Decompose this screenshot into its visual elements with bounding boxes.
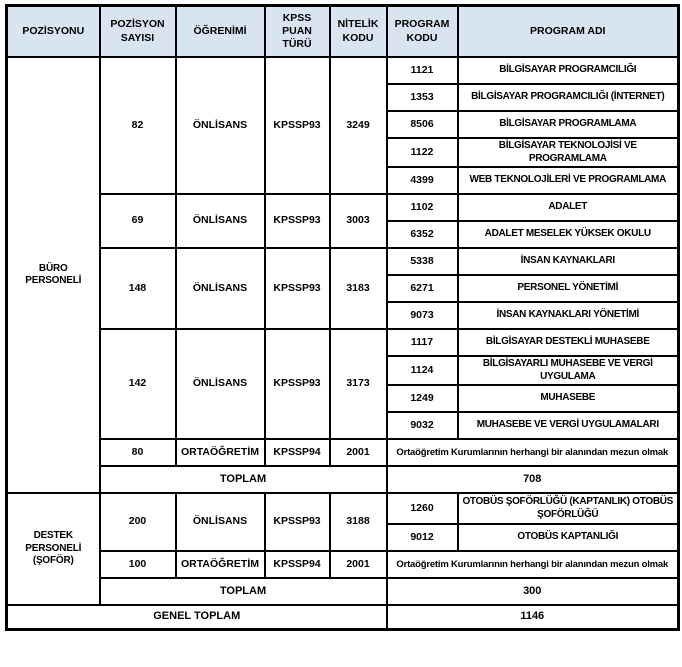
program-name-cell: BİLGİSAYAR PROGRAMCILIĞI xyxy=(458,57,679,84)
nitelik-code-cell: 2001 xyxy=(330,439,387,466)
col-header-ogrenimi: ÖĞRENİMİ xyxy=(176,6,265,58)
total-value-cell: 300 xyxy=(387,578,679,605)
program-code-cell: 9073 xyxy=(387,302,458,329)
education-cell: ÖNLİSANS xyxy=(176,194,265,248)
education-cell: ÖNLİSANS xyxy=(176,248,265,329)
program-code-cell: 9012 xyxy=(387,524,458,551)
table-row xyxy=(7,194,679,221)
program-code-cell: 1121 xyxy=(387,57,458,84)
program-name-cell: BİLGİSAYARLI MUHASEBE VE VERGİ UYGULAMA xyxy=(458,356,679,385)
kpss-type-cell: KPSSP93 xyxy=(265,329,330,439)
table-row xyxy=(7,329,679,356)
program-code-cell: 8506 xyxy=(387,111,458,138)
grand-total-row xyxy=(7,605,679,629)
program-code-cell: 1102 xyxy=(387,194,458,221)
program-name-cell: MUHASEBE xyxy=(458,385,679,412)
kpss-type-cell: KPSSP94 xyxy=(265,439,330,466)
nitelik-code-cell: 3183 xyxy=(330,248,387,329)
table-row xyxy=(7,493,679,524)
count-cell: 142 xyxy=(100,329,176,439)
count-cell: 80 xyxy=(100,439,176,466)
program-name-cell: MUHASEBE VE VERGİ UYGULAMALARI xyxy=(458,412,679,439)
table-row xyxy=(7,439,679,466)
total-label-cell: TOPLAM xyxy=(100,578,387,605)
program-name-cell: OTOBÜS KAPTANLIĞI xyxy=(458,524,679,551)
col-header-program-adi: PROGRAM ADI xyxy=(458,6,679,58)
education-cell: ORTAÖĞRETİM xyxy=(176,439,265,466)
program-name-cell: WEB TEKNOLOJİLERİ VE PROGRAMLAMA xyxy=(458,167,679,194)
nitelik-code-cell: 3173 xyxy=(330,329,387,439)
program-name-cell: İNSAN KAYNAKLARI xyxy=(458,248,679,275)
program-code-cell: 1122 xyxy=(387,138,458,167)
count-cell: 69 xyxy=(100,194,176,248)
education-cell: ÖNLİSANS xyxy=(176,493,265,551)
program-name-cell: PERSONEL YÖNETİMİ xyxy=(458,275,679,302)
nitelik-code-cell: 2001 xyxy=(330,551,387,578)
program-code-cell: 1260 xyxy=(387,493,458,524)
education-cell: ÖNLİSANS xyxy=(176,329,265,439)
education-cell: ORTAÖĞRETİM xyxy=(176,551,265,578)
program-name-cell: İNSAN KAYNAKLARI YÖNETİMİ xyxy=(458,302,679,329)
program-code-cell: 4399 xyxy=(387,167,458,194)
kpss-type-cell: KPSSP93 xyxy=(265,248,330,329)
table-row xyxy=(7,57,679,84)
position-cell: DESTEK PERSONELİ (ŞOFÖR) xyxy=(7,493,100,605)
count-cell: 148 xyxy=(100,248,176,329)
program-name-cell: BİLGİSAYAR PROGRAMLAMA xyxy=(458,111,679,138)
nitelik-code-cell: 3003 xyxy=(330,194,387,248)
program-name-cell: BİLGİSAYAR TEKNOLOJİSİ VE PROGRAMLAMA xyxy=(458,138,679,167)
note-cell: Ortaöğretim Kurumlarının herhangi bir alanından mezun olmak xyxy=(387,439,679,466)
positions-table xyxy=(5,4,680,631)
education-cell: ÖNLİSANS xyxy=(176,57,265,194)
position-cell: BÜRO PERSONELİ xyxy=(7,57,100,493)
program-code-cell: 9032 xyxy=(387,412,458,439)
kpss-type-cell: KPSSP94 xyxy=(265,551,330,578)
program-code-cell: 1124 xyxy=(387,356,458,385)
count-cell: 100 xyxy=(100,551,176,578)
grand-total-value-cell: 1146 xyxy=(387,605,679,629)
section-total-row xyxy=(7,466,679,493)
count-cell: 82 xyxy=(100,57,176,194)
nitelik-code-cell: 3188 xyxy=(330,493,387,551)
col-header-kpss-puan-turu: KPSS PUAN TÜRÜ xyxy=(265,6,330,58)
grand-total-label-cell: GENEL TOPLAM xyxy=(7,605,387,629)
kpss-type-cell: KPSSP93 xyxy=(265,493,330,551)
col-header-pozisyonu: POZİSYONU xyxy=(7,6,100,58)
program-name-cell: OTOBÜS ŞOFÖRLÜĞÜ (KAPTANLIK) OTOBÜS ŞOFÖRLÜĞÜ xyxy=(458,493,679,524)
total-value-cell: 708 xyxy=(387,466,679,493)
kpss-type-cell: KPSSP93 xyxy=(265,194,330,248)
program-name-cell: BİLGİSAYAR PROGRAMCILIĞI (İNTERNET) xyxy=(458,84,679,111)
table-row xyxy=(7,248,679,275)
program-name-cell: ADALET MESELEK YÜKSEK OKULU xyxy=(458,221,679,248)
program-code-cell: 5338 xyxy=(387,248,458,275)
nitelik-code-cell: 3249 xyxy=(330,57,387,194)
note-cell: Ortaöğretim Kurumlarının herhangi bir alanından mezun olmak xyxy=(387,551,679,578)
header-row xyxy=(7,6,679,58)
program-name-cell: BİLGİSAYAR DESTEKLİ MUHASEBE xyxy=(458,329,679,356)
section-total-row xyxy=(7,578,679,605)
table-row xyxy=(7,551,679,578)
col-header-program-kodu: PROGRAM KODU xyxy=(387,6,458,58)
program-code-cell: 1353 xyxy=(387,84,458,111)
count-cell: 200 xyxy=(100,493,176,551)
kpss-type-cell: KPSSP93 xyxy=(265,57,330,194)
total-label-cell: TOPLAM xyxy=(100,466,387,493)
program-code-cell: 1117 xyxy=(387,329,458,356)
col-header-pozisyon-sayisi: POZİSYON SAYISI xyxy=(100,6,176,58)
col-header-nitelik-kodu: NİTELİK KODU xyxy=(330,6,387,58)
program-code-cell: 6352 xyxy=(387,221,458,248)
program-code-cell: 1249 xyxy=(387,385,458,412)
program-name-cell: ADALET xyxy=(458,194,679,221)
program-code-cell: 6271 xyxy=(387,275,458,302)
